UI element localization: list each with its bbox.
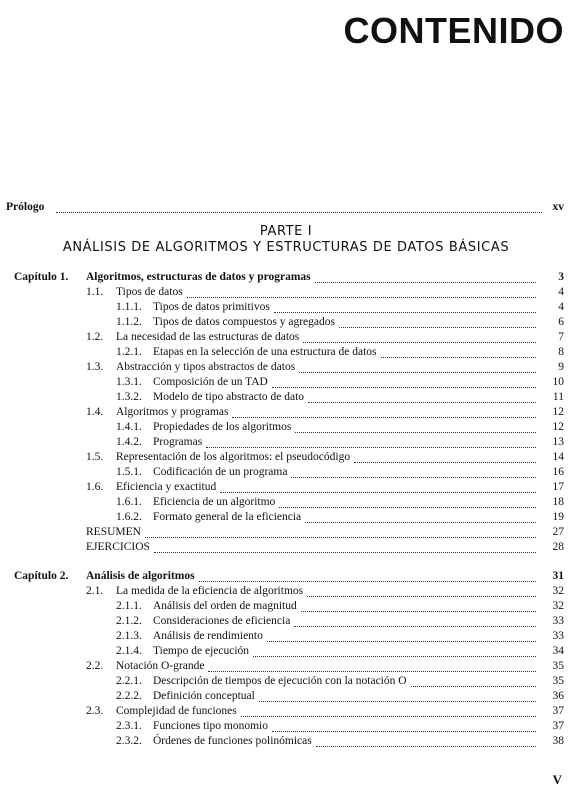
toc-leader-dots [274,300,536,313]
toc-leader-dots [295,420,536,433]
part-heading: PARTE I [259,224,313,239]
page-number: V [552,772,562,787]
toc-page-number: 35 [552,675,564,687]
toc-entry [0,405,572,419]
toc-page-number: 10 [552,376,564,388]
toc-leader-dots [145,525,536,538]
toc-entry [0,540,572,554]
toc-entry [0,495,572,509]
toc-leader-dots [272,719,536,732]
toc-entry-number: 2.1.4. [116,645,142,657]
toc-page-number: 35 [552,660,564,672]
toc-leader-dots [199,569,536,582]
toc-entry-title: Etapas en la selección de una estructura de datos [153,346,377,358]
toc-leader-dots [208,659,536,672]
toc-entry-number: 2.2.1. [116,675,142,687]
toc-entry [0,420,572,434]
toc-entry [0,659,572,673]
toc-page-number: 6 [558,316,564,328]
toc-entry [0,285,572,299]
toc-chapter-entry [0,569,572,583]
toc-leader-dots [259,689,536,702]
toc-entry-title: EJERCICIOS [86,541,150,553]
toc-entry-number: 2.1. [86,585,104,597]
toc-page-number: 12 [552,421,564,433]
toc-entry [0,525,572,539]
toc-entry-title: Programas [153,436,203,448]
toc-entry-title: Consideraciones de eficiencia [153,615,291,627]
toc-leader-dots [279,495,536,508]
toc-entry-number: 1.2.1. [116,346,142,358]
toc-entry [0,465,572,479]
toc-entry-number: 1.3.1. [116,376,142,388]
toc-entry [0,315,572,329]
toc-page-number: 14 [552,451,564,463]
toc-leader-dots [187,285,536,298]
toc-entry [0,704,572,718]
toc-entry-number: 1.6.1. [116,496,142,508]
toc-entry-title: Abstracción y tipos abstractos de datos [116,361,296,373]
toc-page-number: 27 [552,526,564,538]
toc-entry [0,689,572,703]
toc-entry-title: Análisis de algoritmos [86,570,195,582]
toc-page-number: 31 [552,570,564,582]
toc-page-number: 19 [552,511,564,523]
toc-entry [0,345,572,359]
toc-entry-title: Descripción de tiempos de ejecución con la notación O [153,675,407,687]
toc-leader-dots [339,315,536,328]
toc-entry-title: Análisis del orden de magnitud [153,600,297,612]
toc-entry-number: 2.3.1. [116,720,142,732]
toc-entry-title: Eficiencia de un algoritmo [153,496,276,508]
toc-entry-number: 1.5. [86,451,104,463]
toc-leader-dots [241,704,536,717]
toc-entry [0,584,572,598]
toc-entry [0,480,572,494]
toc-leader-dots [232,405,536,418]
toc-entry-number: 1.6. [86,481,104,493]
toc-leader-dots [272,375,536,388]
toc-leader-dots [56,200,542,213]
toc-entry [0,360,572,374]
toc-entry [0,300,572,314]
toc-entry-number: 2.2.2. [116,690,142,702]
toc-entry-number: 2.1.3. [116,630,142,642]
toc-entry-title: RESUMEN [86,526,141,538]
toc-page-number: 8 [558,346,564,358]
toc-page-number: xv [552,201,564,213]
toc-leader-dots [354,450,536,463]
toc-entry-title: Modelo de tipo abstracto de dato [153,391,305,403]
toc-page-number: 4 [558,301,564,313]
toc-page-number: 11 [552,391,564,403]
toc-page-number: 37 [552,705,564,717]
toc-entry-title: Tiempo de ejecución [153,645,250,657]
toc-leader-dots [301,599,536,612]
toc-entry-title: La medida de la eficiencia de algoritmos [116,585,304,597]
toc-entry [0,644,572,658]
toc-page-number: 36 [552,690,564,702]
toc-entry [0,719,572,733]
toc-entry [0,390,572,404]
toc-leader-dots [308,390,536,403]
toc-entry [0,435,572,449]
toc-entry [0,599,572,613]
toc-page-number: 4 [558,286,564,298]
toc-entry-number: Capítulo 1. [14,271,69,283]
toc-entry-number: 2.3. [86,705,104,717]
toc-entry [0,330,572,344]
toc-entry-title: Formato general de la eficiencia [153,511,302,523]
toc-entry-title: Codificación de un programa [153,466,288,478]
toc-entry-number: 1.4.1. [116,421,142,433]
toc-entry-title: Eficiencia y exactitud [116,481,217,493]
toc-page-number: 17 [552,481,564,493]
toc-entry-number: 1.1. [86,286,104,298]
toc-entry-title: Tipos de datos primitivos [153,301,270,313]
toc-page-number: 33 [552,615,564,627]
toc-entry [0,510,572,524]
toc-chapter-entry [0,270,572,284]
toc-leader-dots [253,644,536,657]
toc-entry-number: 1.5.1. [116,466,142,478]
toc-page-number: 9 [558,361,564,373]
toc-entry-number: 1.1.1. [116,301,142,313]
toc-leader-dots [303,330,536,343]
toc-entry-title: La necesidad de las estructuras de datos [116,331,300,343]
toc-page-number: 38 [552,735,564,747]
toc-page-number: 13 [552,436,564,448]
toc-leader-dots [316,734,536,747]
toc-entry [0,375,572,389]
toc-entry-number: 2.2. [86,660,104,672]
toc-page-number: 3 [558,271,564,283]
toc-leader-dots [307,584,536,597]
toc-leader-dots [291,465,536,478]
toc-entry-title: Definición conceptual [153,690,255,702]
toc-entry-title: Funciones tipo monomio [153,720,268,732]
part-subtitle: ANÁLISIS DE ALGORITMOS Y ESTRUCTURAS DE DATOS BÁSICAS [62,240,510,255]
toc-entry-title: Notación O-grande [116,660,205,672]
toc-entry [0,674,572,688]
toc-entry-title: Composición de un TAD [153,376,268,388]
toc-page-number: 32 [552,600,564,612]
toc-leader-dots [315,270,536,283]
toc-leader-dots [299,360,536,373]
toc-entry-prologo [0,200,572,214]
toc-page-number: 33 [552,630,564,642]
toc-entry-number: 1.2. [86,331,104,343]
toc-entry-title: Algoritmos y programas [116,406,229,418]
toc-page-number: 16 [552,466,564,478]
toc-entry [0,614,572,628]
toc-leader-dots [154,540,536,553]
toc-page-number: 37 [552,720,564,732]
toc-entry-title: Propiedades de los algoritmos [153,421,292,433]
toc-leader-dots [220,480,536,493]
toc-leader-dots [206,435,536,448]
toc-entry-number: Capítulo 2. [14,570,69,582]
toc-entry-number: 1.3. [86,361,104,373]
toc-entry-number: 1.4. [86,406,104,418]
toc-entry-number: 1.1.2. [116,316,142,328]
toc-entry-number: 2.1.2. [116,615,142,627]
toc-leader-dots [381,345,536,358]
toc-entry-number: 1.3.2. [116,391,142,403]
toc-entry-number: 1.4.2. [116,436,142,448]
toc-entry [0,450,572,464]
toc-page-number: 7 [558,331,564,343]
toc-entry [0,629,572,643]
toc-page-number: 28 [552,541,564,553]
toc-leader-dots [294,614,536,627]
toc-page-number: 18 [552,496,564,508]
toc-entry-title: Prólogo [6,201,45,213]
toc-entry-title: Análisis de rendimiento [153,630,263,642]
toc-entry-number: 2.1.1. [116,600,142,612]
toc-entry-title: Tipos de datos [116,286,183,298]
toc-page-number: 12 [552,406,564,418]
toc-entry-title: Órdenes de funciones polinómicas [153,735,312,747]
toc-entry-number: 1.6.2. [116,511,142,523]
toc-leader-dots [305,510,536,523]
toc-leader-dots [411,674,536,687]
toc-page-number: 32 [552,585,564,597]
toc-entry [0,734,572,748]
toc-entry-title: Algoritmos, estructuras de datos y programas [86,271,311,283]
toc-leader-dots [267,629,536,642]
toc-entry-number: 2.3.2. [116,735,142,747]
toc-entry-title: Tipos de datos compuestos y agregados [153,316,335,328]
page-title: CONTENIDO [343,10,564,51]
toc-entry-title: Representación de los algoritmos: el pseudocódigo [116,451,351,463]
toc-page-number: 34 [552,645,564,657]
toc-entry-title: Complejidad de funciones [116,705,237,717]
